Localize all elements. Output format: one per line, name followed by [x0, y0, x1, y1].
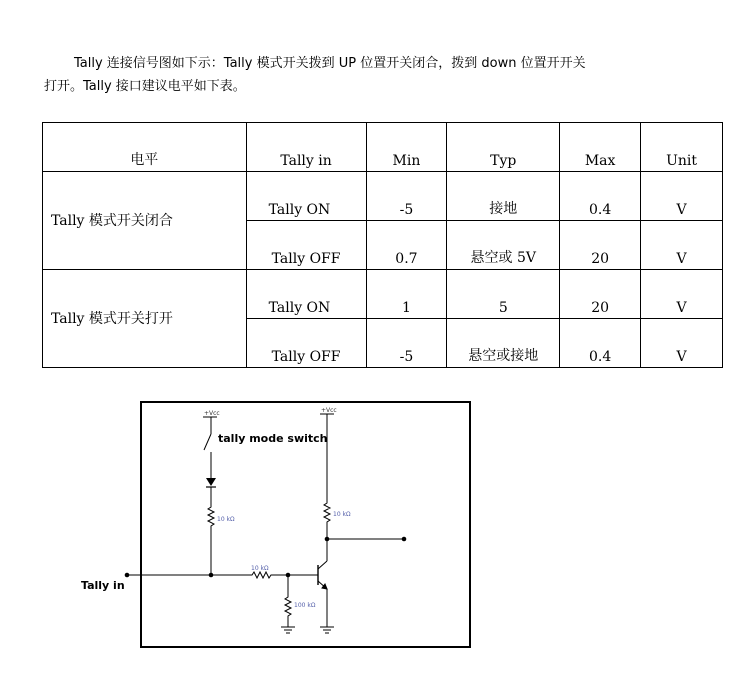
- header-tally-in: Tally in: [246, 123, 366, 172]
- cell-state: Tally ON: [246, 172, 366, 221]
- ground-icon: [281, 627, 295, 633]
- tally-in-terminal: [125, 573, 130, 578]
- header-level: 电平: [43, 123, 247, 172]
- intro-line-1: Tally 连接信号图如下示：Tally 模式开关拨到 UP 位置开关闭合，拨到 down 位置开开关: [74, 56, 586, 71]
- cell-typ: 悬空或接地: [447, 319, 560, 368]
- vcc-left-symbol: [203, 417, 217, 430]
- cell-unit: V: [641, 270, 723, 319]
- cell-unit: V: [641, 172, 723, 221]
- cell-min: -5: [366, 319, 447, 368]
- header-unit: Unit: [641, 123, 723, 172]
- table-row: [43, 270, 723, 319]
- cell-max: 0.4: [560, 319, 641, 368]
- intro-paragraph: [44, 52, 704, 98]
- junction-dot: [209, 573, 214, 578]
- cell-state: Tally ON: [246, 270, 366, 319]
- resistor-pulldown-label: 100 kΩ: [294, 602, 316, 609]
- tally-in-label: Tally in: [81, 579, 125, 592]
- cell-max: 0.4: [560, 172, 641, 221]
- cell-typ: 5: [447, 270, 560, 319]
- resistor-series-label: 10 kΩ: [251, 565, 269, 572]
- tally-circuit-diagram: [0, 390, 747, 660]
- resistor-right: [324, 500, 330, 525]
- cell-min: 0.7: [366, 221, 447, 270]
- cell-max: 20: [560, 221, 641, 270]
- vcc-right-label: +Vcc: [321, 407, 337, 414]
- intro-line-2: 打开。Tally 接口建议电平如下表。: [44, 79, 246, 94]
- vcc-right-symbol: [320, 414, 334, 500]
- resistor-left-label: 10 kΩ: [217, 516, 235, 523]
- header-min: Min: [366, 123, 447, 172]
- group-label: Tally 模式开关闭合: [43, 172, 247, 270]
- cell-typ: 接地: [447, 172, 560, 221]
- header-max: Max: [560, 123, 641, 172]
- switch-label: tally mode switch: [218, 432, 328, 445]
- diode-symbol: [206, 478, 216, 503]
- table-row: [43, 172, 723, 221]
- resistor-left: [208, 503, 214, 530]
- cell-unit: V: [641, 221, 723, 270]
- output-terminal: [402, 537, 407, 542]
- cell-min: 1: [366, 270, 447, 319]
- cell-state: Tally OFF: [246, 221, 366, 270]
- cell-min: -5: [366, 172, 447, 221]
- resistor-pulldown: [285, 594, 291, 619]
- tally-level-table: [42, 122, 723, 368]
- resistor-series: [250, 572, 273, 578]
- cell-state: Tally OFF: [246, 319, 366, 368]
- header-typ: Typ: [447, 123, 560, 172]
- ground-icon: [320, 627, 334, 633]
- tally-mode-switch: [204, 430, 211, 478]
- resistor-right-label: 10 kΩ: [333, 511, 351, 518]
- cell-unit: V: [641, 319, 723, 368]
- vcc-left-label: +Vcc: [204, 410, 220, 417]
- group-label: Tally 模式开关打开: [43, 270, 247, 368]
- cell-typ: 悬空或 5V: [447, 221, 560, 270]
- cell-max: 20: [560, 270, 641, 319]
- npn-transistor: [318, 561, 327, 589]
- table-header-row: [43, 123, 723, 172]
